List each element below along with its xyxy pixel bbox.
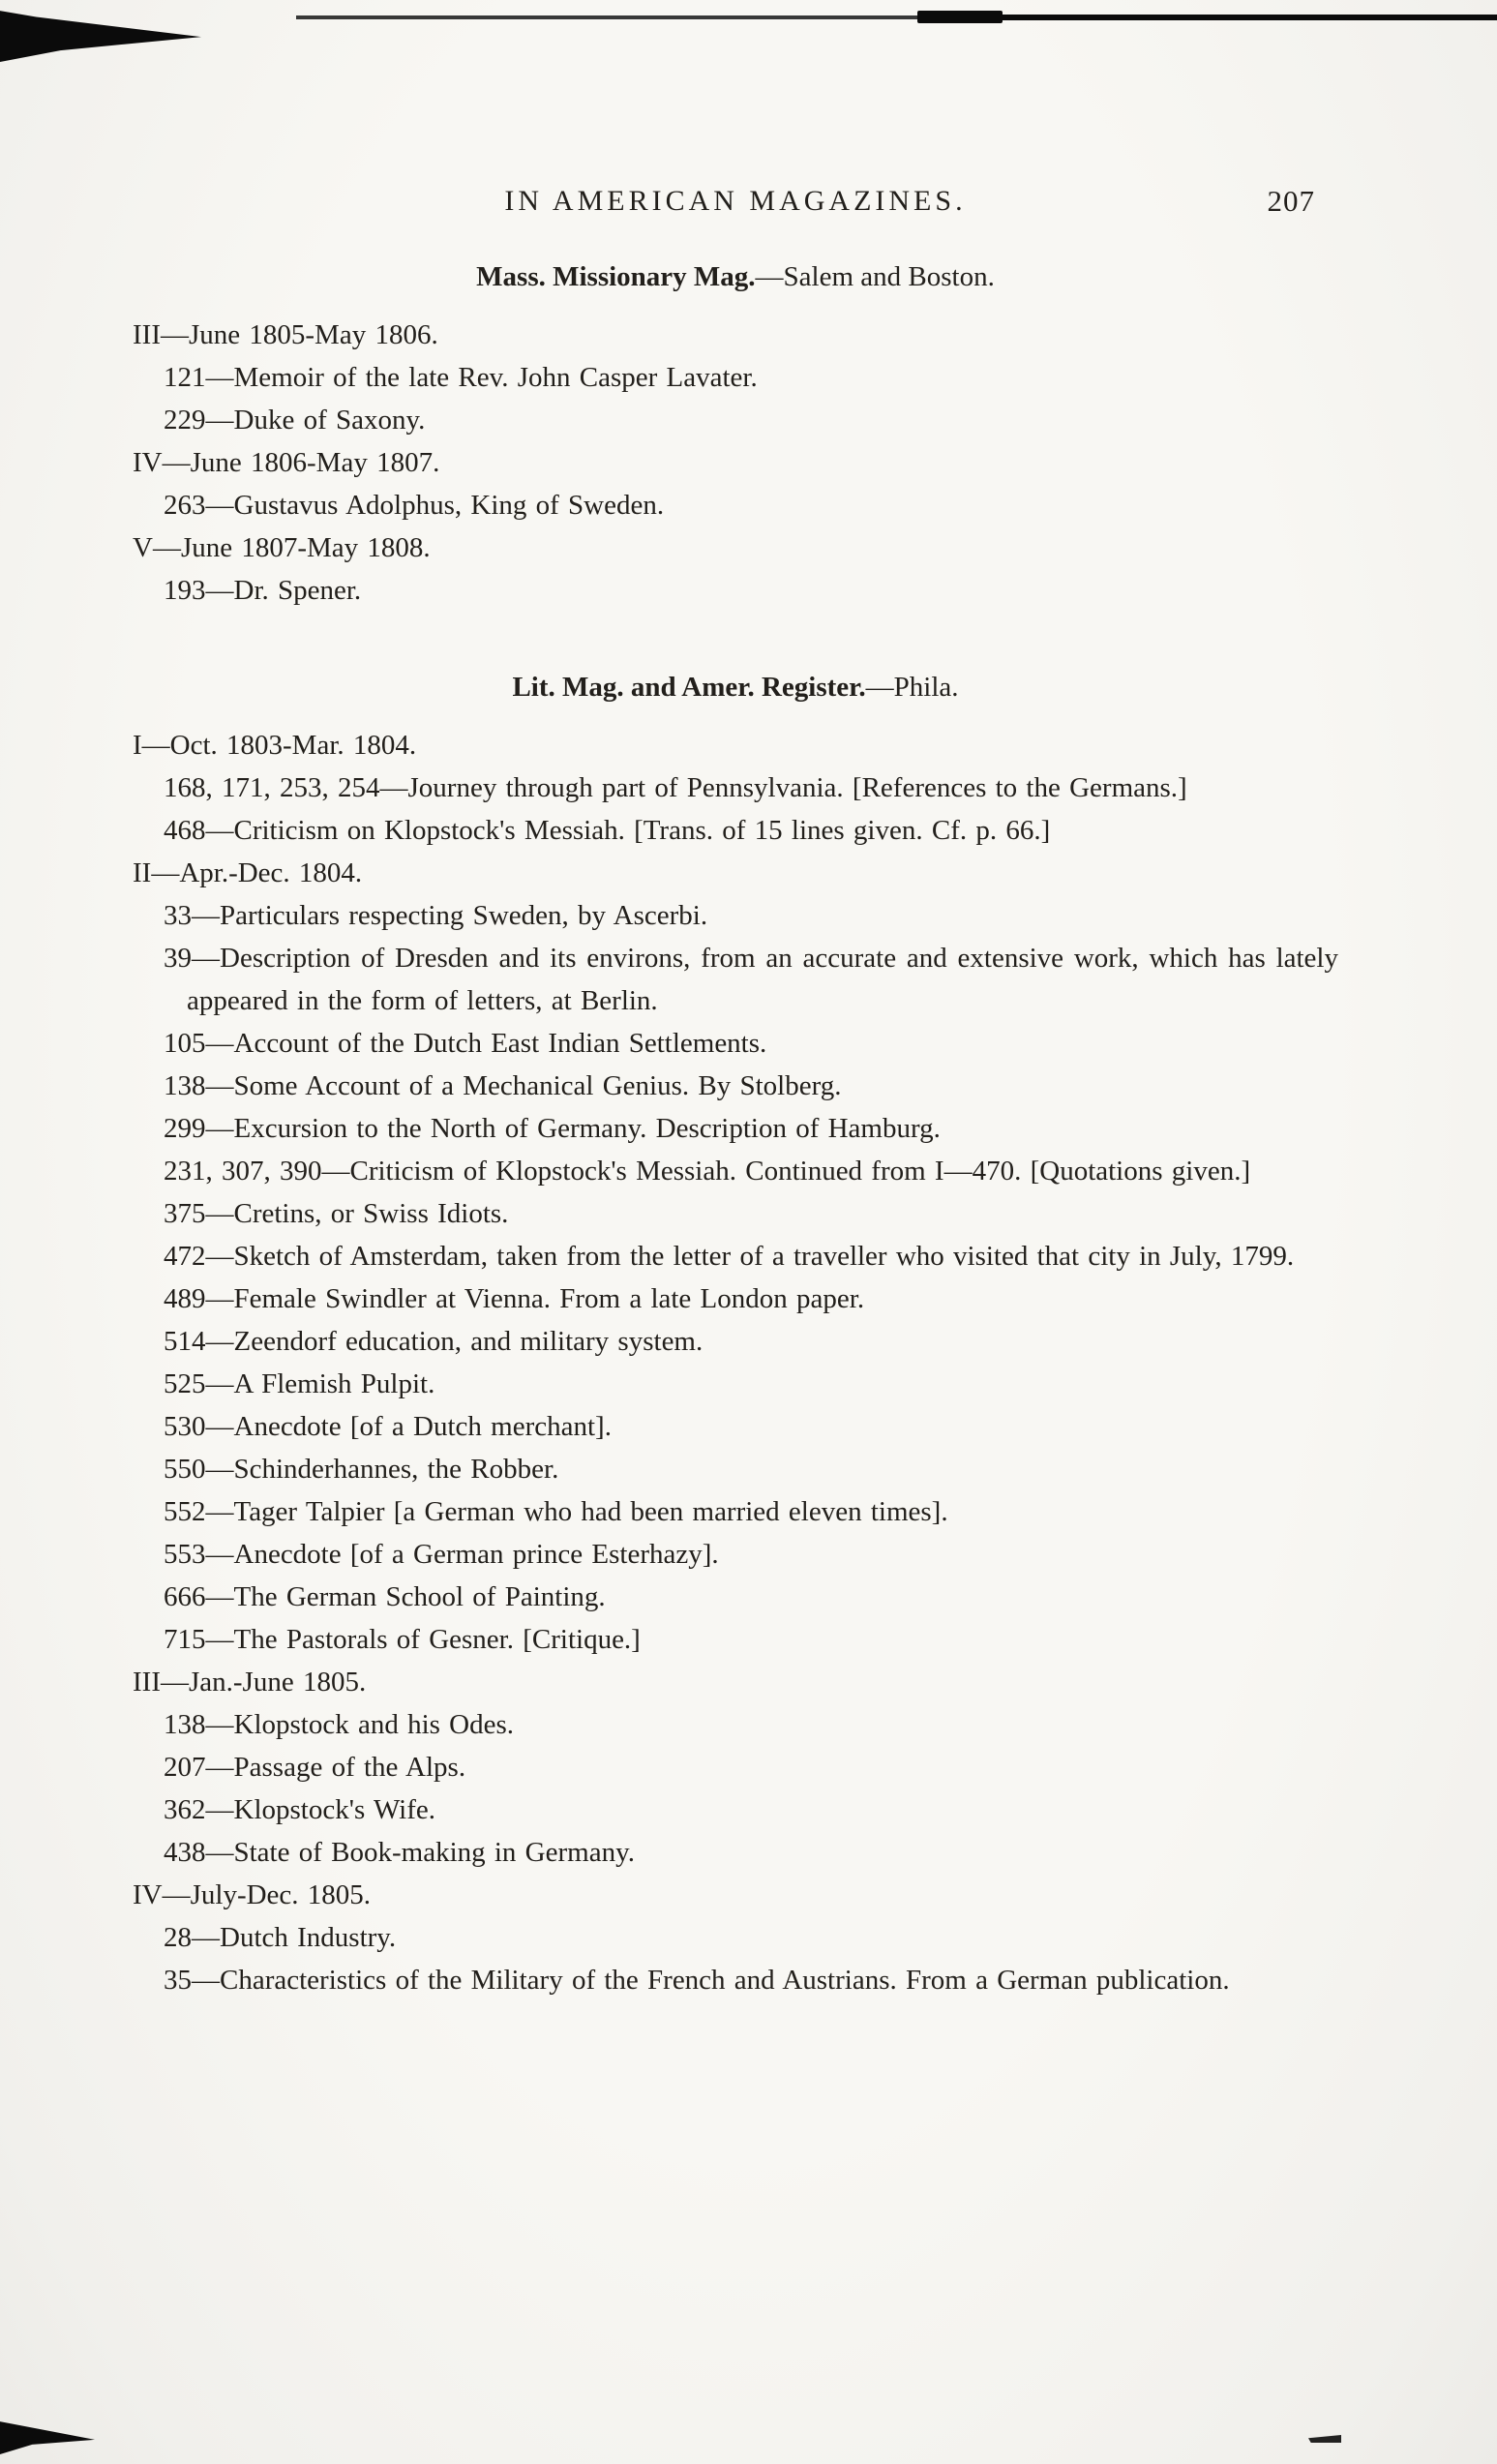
section-title-magazine-name: Mass. Missionary Mag. <box>476 261 756 292</box>
index-entry-line: 193—Dr. Spener. <box>164 575 362 606</box>
index-entry-line: 231, 307, 390—Criticism of Klopstock's Messiah. Continued from I—470. [Quotations given.] <box>164 1156 1251 1187</box>
index-entry-line: 530—Anecdote [of a Dutch merchant]. <box>164 1411 612 1442</box>
index-entry-line: 514—Zeendorf education, and military system. <box>164 1326 704 1357</box>
index-entry-line: 138—Some Account of a Mechanical Genius. By Stolberg. <box>164 1070 842 1101</box>
section-title <box>133 255 1338 298</box>
running-header <box>133 180 1338 223</box>
index-entry-line: 105—Account of the Dutch East Indian Settlements. <box>164 1028 767 1059</box>
volume-heading-line: II—Apr.-Dec. 1804. <box>133 857 363 888</box>
index-entry-line: 489—Female Swindler at Vienna. From a late London paper. <box>164 1283 865 1314</box>
index-entry-line: 299—Excursion to the North of Germany. Description of Hamburg. <box>164 1113 941 1144</box>
page-number: 207 <box>1267 184 1315 218</box>
scan-artifact-top-left-wedge <box>0 10 201 62</box>
index-entry-line: 525—A Flemish Pulpit. <box>164 1368 435 1399</box>
index-entry-line: 207—Passage of the Alps. <box>164 1752 466 1783</box>
running-title: IN AMERICAN MAGAZINES. <box>504 185 967 217</box>
index-entry-line: 375—Cretins, or Swiss Idiots. <box>164 1198 509 1229</box>
index-entry-line: 552—Tager Talpier [a German who had been married eleven times]. <box>164 1496 948 1527</box>
magazine-index <box>133 255 1338 2001</box>
index-entry-line: 168, 171, 253, 254—Journey through part of Pennsylvania. [References to the Germans.] <box>164 772 1187 803</box>
volume-heading-line: III—June 1805-May 1806. <box>133 319 438 350</box>
magazine-section <box>133 255 1338 612</box>
index-entry-line: 472—Sketch of Amsterdam, taken from the letter of a traveller who visited that city in July, 1799. <box>164 1241 1295 1272</box>
index-entry-line: 33—Particulars respecting Sweden, by Ascerbi. <box>164 900 708 931</box>
index-entry-line: 666—The German School of Painting. <box>164 1581 606 1612</box>
page-content <box>133 180 1338 2001</box>
section-title-place: —Salem and Boston. <box>755 261 995 292</box>
index-entry-line: 550—Schinderhannes, the Robber. <box>164 1454 559 1485</box>
index-entry-line: 39—Description of Dresden and its environs, from an accurate and extensive work, which has lately appeared in the form of letters, at Berlin. <box>164 943 1338 1016</box>
index-entry-line: 229—Duke of Saxony. <box>164 405 426 436</box>
section-title <box>133 666 1338 708</box>
index-entry-line: 715—The Pastorals of Gesner. [Critique.] <box>164 1624 641 1655</box>
volume-heading-line: IV—June 1806-May 1807. <box>133 447 440 478</box>
volume-heading-line: III—Jan.-June 1805. <box>133 1667 367 1698</box>
scan-artifact-bottom-right-mark <box>1308 2435 1341 2443</box>
index-entry-line: 138—Klopstock and his Odes. <box>164 1709 515 1740</box>
volume-heading-line: I—Oct. 1803-Mar. 1804. <box>133 730 417 761</box>
volume-heading-line: IV—July-Dec. 1805. <box>133 1879 372 1910</box>
scan-artifact-bottom-left-wedge <box>0 2419 95 2454</box>
index-entry-line: 553—Anecdote [of a German prince Esterhazy]. <box>164 1539 719 1570</box>
index-entry-line: 35—Characteristics of the Military of the French and Austrians. From a German publication. <box>164 1965 1230 1996</box>
magazine-section <box>133 666 1338 2001</box>
index-entry-line: 263—Gustavus Adolphus, King of Sweden. <box>164 490 665 521</box>
index-entry-line: 362—Klopstock's Wife. <box>164 1794 435 1825</box>
section-title-place: —Phila. <box>865 672 959 703</box>
volume-heading-line: V—June 1807-May 1808. <box>133 532 431 563</box>
scan-artifact-top-right-line <box>1001 15 1497 20</box>
section-title-magazine-name: Lit. Mag. and Amer. Register. <box>512 672 866 703</box>
index-entry-line: 28—Dutch Industry. <box>164 1922 397 1953</box>
index-entry-line: 438—State of Book-making in Germany. <box>164 1837 635 1868</box>
scan-artifact-top-thin-line <box>296 15 919 19</box>
index-entry-line: 121—Memoir of the late Rev. John Casper Lavater. <box>164 362 758 393</box>
index-entry-line: 468—Criticism on Klopstock's Messiah. [Trans. of 15 lines given. Cf. p. 66.] <box>164 815 1051 846</box>
scan-artifact-top-thick-mark <box>917 11 1003 23</box>
